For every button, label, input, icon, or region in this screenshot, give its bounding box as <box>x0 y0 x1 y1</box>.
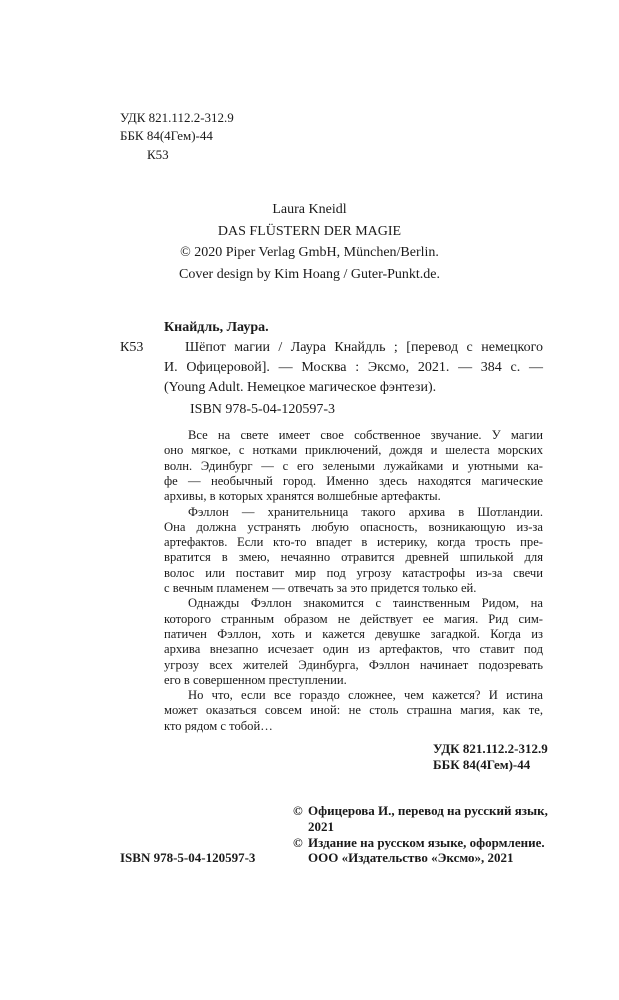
annotation-line: с вечным пламенем — отвечать за это придется только ей. <box>164 581 477 595</box>
annotation-line: Фэллон — хранительница такого архива в Шотландии. <box>188 504 543 519</box>
udk-code: УДК 821.112.2-312.9 <box>120 110 234 125</box>
original-copyright: © 2020 Piper Verlag GmbH, München/Berlin. <box>180 245 439 260</box>
annotation-line: Она должна устранять любую опасность, возникающую из-за <box>164 519 543 534</box>
record-heading: Кнайдль, Лаура. <box>164 320 269 335</box>
copyright-symbol: © <box>293 835 303 850</box>
annotation-line: волос или поставит мир под угрозу катастрофы из-за свечи <box>164 565 543 580</box>
record-line: Шёпот магии / Лаура Кнайдль ; [перевод с немецкого <box>185 340 543 355</box>
annotation-line: Но что, если все гораздо сложнее, чем кажется? И истина <box>188 688 543 703</box>
annotation-line: архива внезапно исчезает один из артефактов, что ставит под <box>164 642 543 657</box>
annotation-line: вратится в змею, нечаянно отравится древней шпилькой для <box>164 550 543 565</box>
record-code: К53 <box>120 340 144 355</box>
translation-year: 2021 <box>308 819 334 834</box>
annotation-line: патичен Фэллон, хоть и кажется девушке загадкой. Когда из <box>164 626 543 641</box>
original-title: DAS FLÜSTERN DER MAGIE <box>217 224 402 239</box>
copyright-symbol: © <box>293 803 303 818</box>
bbk-code-bottom: ББК 84(4Гем)-44 <box>433 757 531 772</box>
annotation-line: его в совершенном преступлении. <box>164 672 347 687</box>
record-isbn: ISBN 978-5-04-120597-3 <box>190 402 336 417</box>
annotation-line: артефактов. Если кто-то впадет в истерику, когда трость пре- <box>164 535 543 550</box>
annotation-line: волн. Эдинбург — с его зелеными лужайками и уютными ка- <box>164 458 543 473</box>
annotation-line: может оказаться совсем иной: не столь страшна магия, как те, <box>164 703 543 718</box>
cover-credit: Cover design by Kim Hoang / Guter-Punkt.de. <box>178 267 441 282</box>
edition-copyright: Издание на русском языке, оформление. <box>308 835 545 850</box>
bbk-code: ББК 84(4Гем)-44 <box>120 128 213 143</box>
annotation-line: которого странным образом не действует ее магия. Рид сим- <box>164 611 543 626</box>
original-author: Laura Kneidl <box>272 202 347 217</box>
annotation-line: угрозу всех жителей Эдинбурга, Фэллон начинает подозревать <box>164 657 543 672</box>
annotation-line: кто рядом с тобой… <box>164 718 273 733</box>
translation-copyright: Офицерова И., перевод на русский язык, <box>308 803 548 818</box>
annotation-line: оно мягкое, с нотками приключений, дождя и шелеста морских <box>164 443 543 458</box>
record-line: (Young Adult. Немецкое магическое фэнтези). <box>164 380 437 395</box>
annotation-line: архивы, в которых хранятся волшебные артефакты. <box>164 489 441 504</box>
imprint-isbn: ISBN 978-5-04-120597-3 <box>120 850 256 865</box>
annotation-line: Все на свете имеет свое собственное звучание. У магии <box>188 428 543 442</box>
record-line: И. Офицеровой]. — Москва : Эксмо, 2021. — 384 с. — <box>164 360 543 375</box>
author-mark: К53 <box>147 147 169 162</box>
udk-code-bottom: УДК 821.112.2-312.9 <box>433 741 548 756</box>
annotation-line: Однажды Фэллон знакомится с таинственным Ридом, на <box>188 596 543 611</box>
annotation-line: фе — необычный город. Именно здесь находятся магические <box>164 473 543 488</box>
publisher-copyright: ООО «Издательство «Эксмо», 2021 <box>308 850 514 865</box>
